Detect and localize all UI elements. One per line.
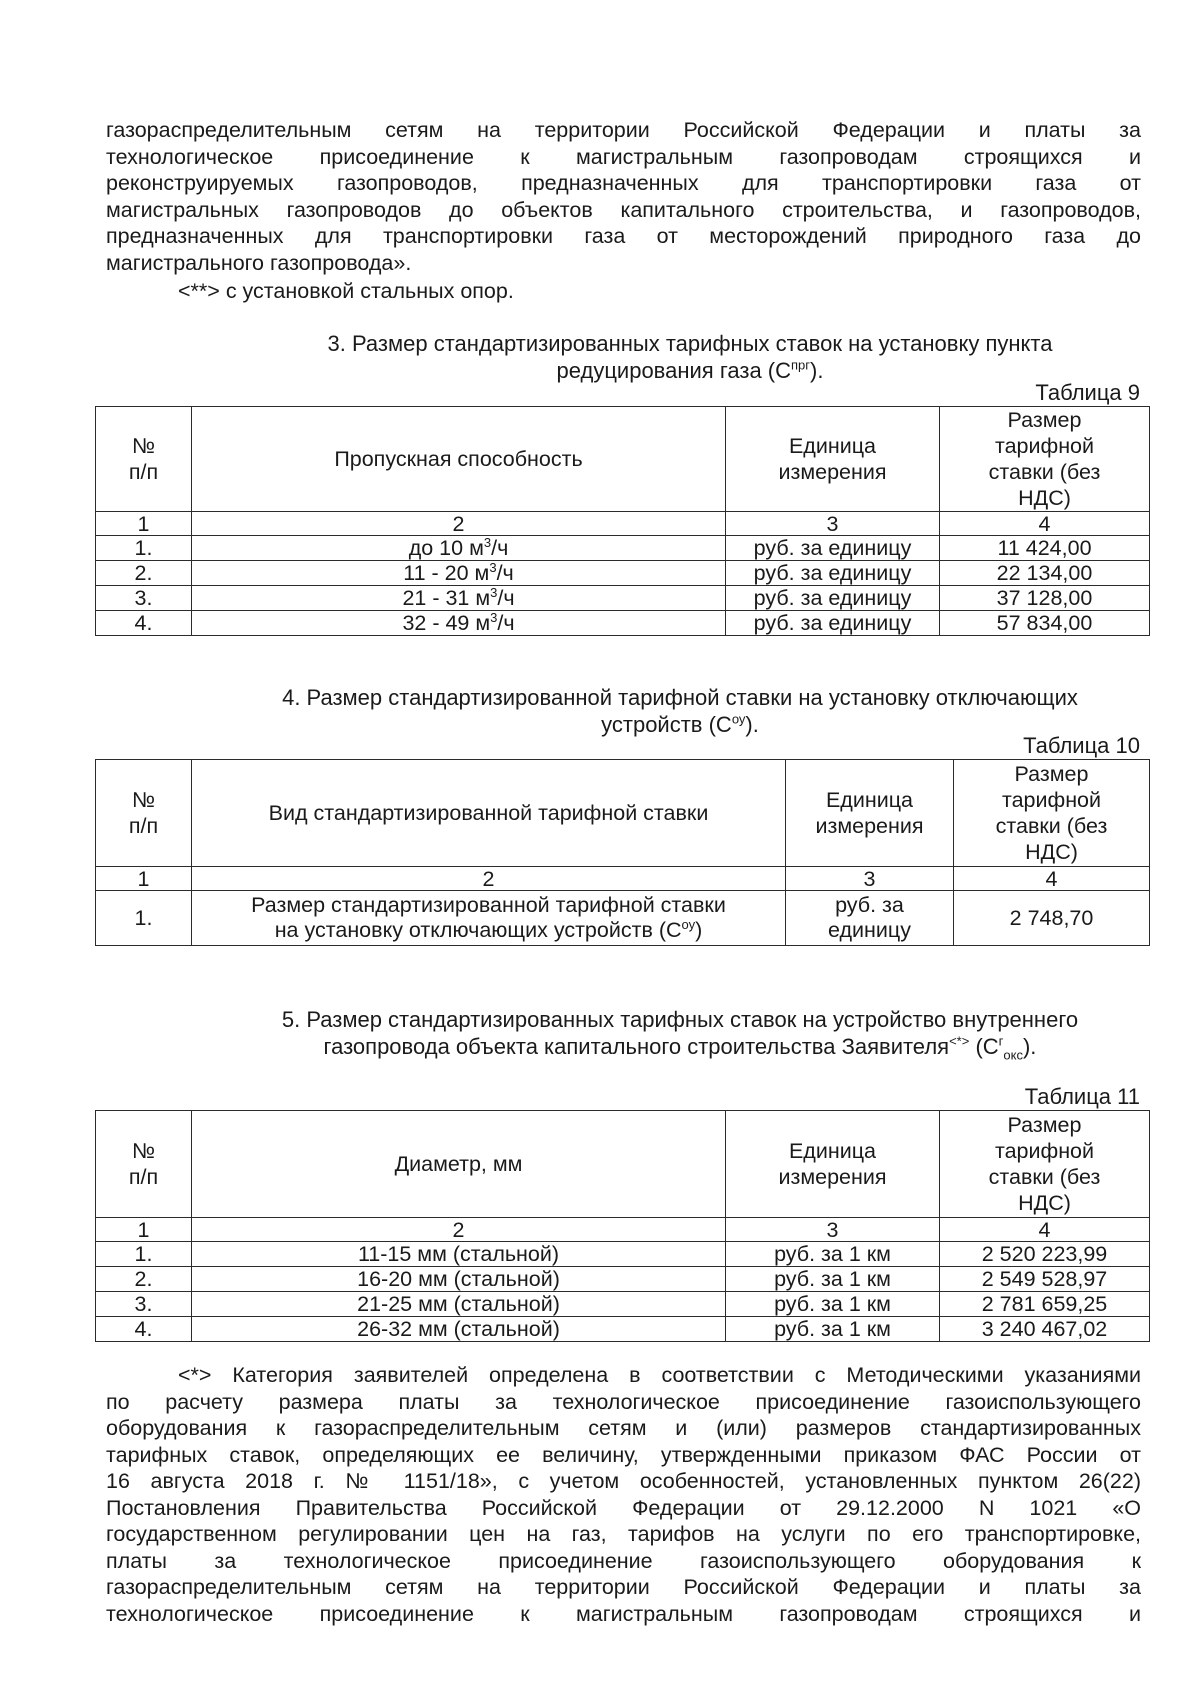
cell-num: 4. xyxy=(96,611,192,636)
section-5-heading-line1: 5. Размер стандартизированных тарифных ставок на устройство внутреннего xyxy=(281,1007,1079,1032)
cell-value: 2 549 528,97 xyxy=(940,1267,1150,1292)
index-cell: 2 xyxy=(192,512,726,536)
cell-num: 1. xyxy=(96,1242,192,1267)
table-row xyxy=(96,561,1150,586)
index-cell: 2 xyxy=(192,867,786,891)
header-cell: № п/п xyxy=(96,760,192,867)
cell-num: 1. xyxy=(96,536,192,561)
cell-value: 37 128,00 xyxy=(940,586,1150,611)
cell-unit: руб. за единицу xyxy=(726,536,940,561)
index-cell: 4 xyxy=(940,1218,1150,1242)
header-cell: Размер тарифной ставки (без НДС) xyxy=(940,1111,1150,1218)
table-row xyxy=(96,1267,1150,1292)
footnote-line: Постановления Правительства Российской Федерации от 29.12.2000 N 1021 «О xyxy=(106,1495,1141,1520)
footnote-line: технологическое присоединение к магистральным газопроводам строящихся и xyxy=(106,1601,1141,1626)
table-header-row xyxy=(96,1111,1150,1218)
table-row xyxy=(96,586,1150,611)
cell-unit: руб. за единицу xyxy=(726,611,940,636)
index-cell: 1 xyxy=(96,1218,192,1242)
table-row xyxy=(96,1292,1150,1317)
table-row xyxy=(96,891,1150,946)
index-cell: 4 xyxy=(954,867,1150,891)
index-cell: 1 xyxy=(96,867,192,891)
cell-capacity: 21 - 31 $м^3/ч$ xyxy=(192,586,726,611)
footnote-paragraph xyxy=(106,1362,1141,1627)
header-cell: Размер тарифной ставки (без НДС) xyxy=(954,760,1150,867)
cell-num: 3. xyxy=(96,1292,192,1317)
cell-unit: руб. за единицу xyxy=(726,561,940,586)
section-5-heading-line2: газопровода объекта капитального строительства Заявителя<*> $(С^г_{окс})$. xyxy=(323,1033,1037,1063)
intro-line: магистрального газопровода». xyxy=(106,250,412,275)
table-index-row xyxy=(96,512,1150,536)
cell-value: 11 424,00 xyxy=(940,536,1150,561)
header-cell: Единица измерения xyxy=(786,760,954,867)
cell-value: 2 781 659,25 xyxy=(940,1292,1150,1317)
cell-unit: руб. за 1 км xyxy=(726,1292,940,1317)
header-cell: Единица измерения xyxy=(726,1111,940,1218)
table-10-label: Таблица 10 xyxy=(1023,733,1140,758)
cell-value: 3 240 467,02 xyxy=(940,1317,1150,1342)
intro-line: магистральных газопроводов до объектов капитального строительства, и газопроводов, xyxy=(106,197,1141,222)
intro-paragraph xyxy=(106,117,1141,276)
cell-unit: руб. за единицу xyxy=(726,586,940,611)
cell-num: 1. xyxy=(96,891,192,946)
index-cell: 3 xyxy=(726,512,940,536)
table-row xyxy=(96,1317,1150,1342)
table-header-row xyxy=(96,760,1150,867)
table-11-label: Таблица 11 xyxy=(1024,1084,1140,1109)
table-row xyxy=(96,611,1150,636)
table-index-row xyxy=(96,867,1150,891)
header-cell: № п/п xyxy=(96,1111,192,1218)
cell-num: 3. xyxy=(96,586,192,611)
footnote-line: тарифных ставок, определяющих ее величину, утвержденными приказом ФАС России от xyxy=(106,1442,1141,1467)
header-cell: Размер тарифной ставки (без НДС) xyxy=(940,407,1150,512)
footnote-line: газораспределительным сетям на территории Российской Федерации и платы за xyxy=(106,1575,1141,1599)
cell-value: 22 134,00 xyxy=(940,561,1150,586)
cell-num: 4. xyxy=(96,1317,192,1342)
table-index-row xyxy=(96,1218,1150,1242)
section-3-heading-line2: редуцирования газа $(С^{прг})$. xyxy=(556,357,824,383)
table-9-label: Таблица 9 xyxy=(1035,380,1140,405)
index-cell: 3 xyxy=(726,1218,940,1242)
cell-capacity: до 10 $м^3/ч$ xyxy=(192,536,726,561)
index-cell: 2 xyxy=(192,1218,726,1242)
header-cell: Единица измерения xyxy=(726,407,940,512)
cell-diameter: 26-32 мм (стальной) xyxy=(192,1317,726,1342)
intro-line: реконструируемых газопроводов, предназначенных для транспортировки газа от xyxy=(106,171,1141,195)
cell-unit: руб. за 1 км xyxy=(726,1317,940,1342)
table-row xyxy=(96,1242,1150,1267)
section-4-heading-line2: устройств $(С^{оу})$. xyxy=(601,711,759,737)
cell-rate-type: Размер стандартизированной тарифной ставки на установку отключающих устройств $(С^{оу})$ xyxy=(192,891,786,946)
cell-num: 2. xyxy=(96,1267,192,1292)
cell-capacity: 32 - 49 $м^3/ч$ xyxy=(192,611,726,636)
cell-num: 2. xyxy=(96,561,192,586)
footnote-line: оборудования к газораспределительным сетям и (или) размеров стандартизированных xyxy=(106,1416,1141,1440)
footnote-line: 16 августа 2018 г. № 1151/18», с учетом особенностей, установленных пунктом 26(22) xyxy=(106,1469,1141,1493)
cell-value: 2 748,70 xyxy=(954,891,1150,946)
intro-line: газораспределительным сетям на территории Российской Федерации и платы за xyxy=(106,118,1141,142)
intro-note: <**> с установкой стальных опор. xyxy=(178,279,514,303)
intro-line: технологическое присоединение к магистральным газопроводам строящихся и xyxy=(106,144,1141,169)
cell-unit: руб. за 1 км xyxy=(726,1242,940,1267)
cell-diameter: 16-20 мм (стальной) xyxy=(192,1267,726,1292)
table-header-row xyxy=(96,407,1150,512)
table-10 xyxy=(95,759,1150,946)
cell-diameter: 21-25 мм (стальной) xyxy=(192,1292,726,1317)
intro-line: предназначенных для транспортировки газа от месторождений природного газа до xyxy=(106,224,1141,248)
cell-unit: руб. за 1 км xyxy=(726,1267,940,1292)
section-3-heading xyxy=(250,330,1130,384)
table-9 xyxy=(95,406,1150,636)
cell-capacity: 11 - 20 $м^3/ч$ xyxy=(192,561,726,586)
header-cell: № п/п xyxy=(96,407,192,512)
cell-value: 2 520 223,99 xyxy=(940,1242,1150,1267)
header-cell: Диаметр, мм xyxy=(192,1111,726,1218)
section-5-heading xyxy=(200,1006,1160,1063)
index-cell: 1 xyxy=(96,512,192,536)
footnote-line: государственном регулировании цен на газ, тарифов на услуги по его транспортировке, xyxy=(106,1522,1141,1546)
section-4-heading-line1: 4. Размер стандартизированной тарифной ставки на установку отключающих xyxy=(282,685,1078,710)
section-3-heading-line1: 3. Размер стандартизированных тарифных ставок на установку пункта xyxy=(327,331,1053,356)
cell-value: 57 834,00 xyxy=(940,611,1150,636)
footnote-line: по расчету размера платы за технологическое присоединение газоиспользующего xyxy=(106,1389,1141,1414)
footnote-line: платы за технологическое присоединение газоиспользующего оборудования к xyxy=(106,1548,1141,1573)
header-cell: Пропускная способность xyxy=(192,407,726,512)
table-row xyxy=(96,536,1150,561)
index-cell: 4 xyxy=(940,512,1150,536)
footnote-first-line: <*> Категория заявителей определена в соответствии с Методическими указаниями xyxy=(178,1363,1141,1387)
index-cell: 3 xyxy=(786,867,954,891)
section-4-heading xyxy=(200,684,1160,738)
header-cell: Вид стандартизированной тарифной ставки xyxy=(192,760,786,867)
cell-unit: руб. за единицу xyxy=(786,891,954,946)
table-11 xyxy=(95,1110,1150,1342)
cell-diameter: 11-15 мм (стальной) xyxy=(192,1242,726,1267)
